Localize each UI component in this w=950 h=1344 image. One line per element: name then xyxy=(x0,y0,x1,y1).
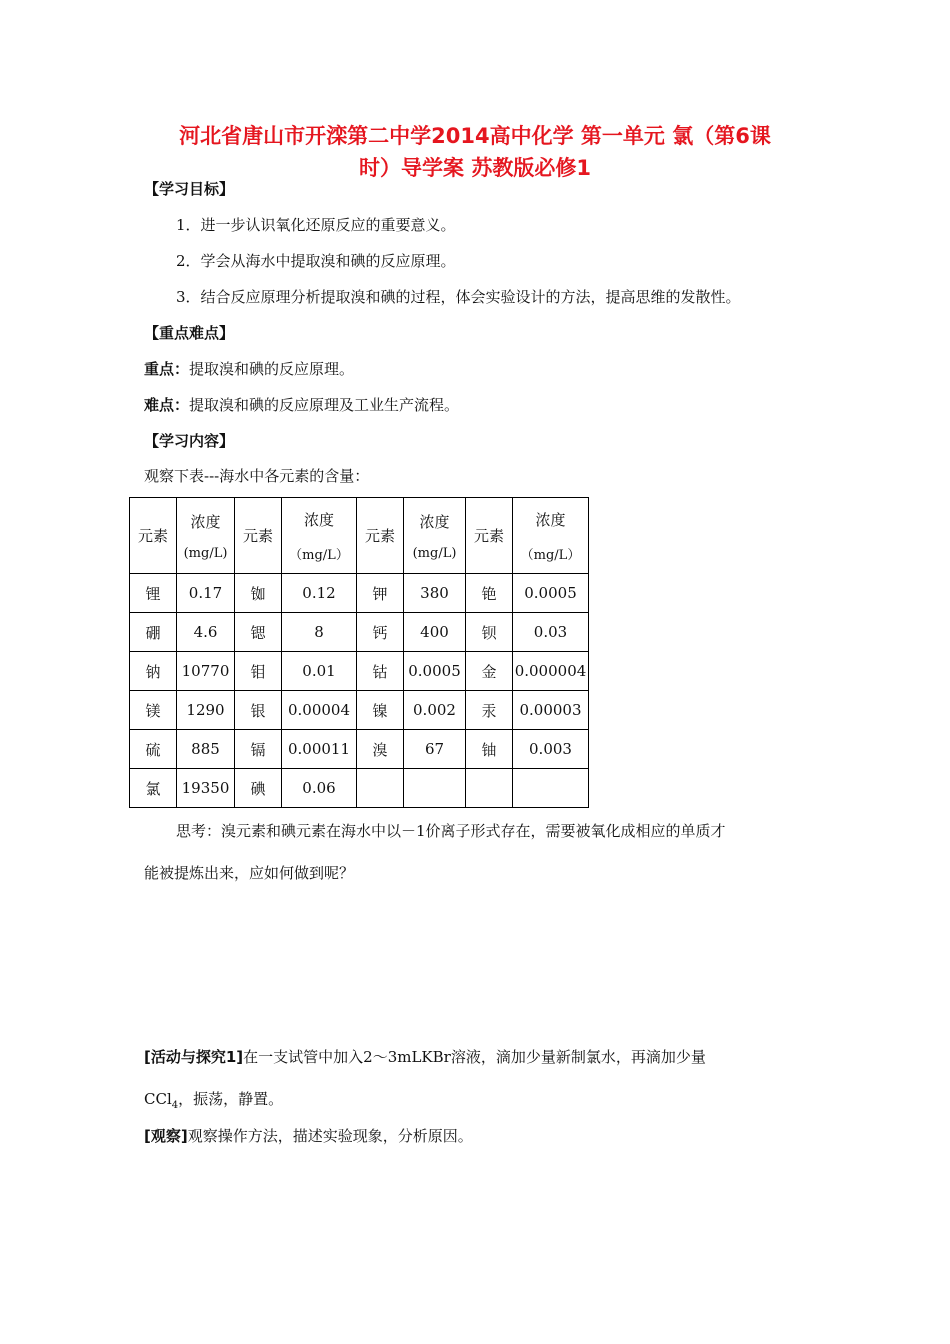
header-concentration xyxy=(513,498,589,574)
concentration-cell: 67 xyxy=(404,730,466,769)
goal-item-2: 2．学会从海水中提取溴和碘的反应原理。 xyxy=(176,252,456,270)
concentration-cell xyxy=(513,769,589,808)
concentration-cell: 0.003 xyxy=(513,730,589,769)
difficulty-text: 提取溴和碘的反应原理及工业生产流程。 xyxy=(189,396,460,414)
keypoints-heading: 【重点难点】 xyxy=(144,324,235,342)
difficulty-label: 难点： xyxy=(144,396,190,414)
element-cell: 锶 xyxy=(235,613,282,652)
header-concentration xyxy=(177,498,235,574)
element-cell: 钠 xyxy=(130,652,177,691)
concentration-cell: 0.01 xyxy=(282,652,357,691)
content-heading: 【学习内容】 xyxy=(144,432,235,450)
header-conc-label: 浓度 xyxy=(535,510,566,529)
element-cell: 钡 xyxy=(466,613,513,652)
concentration-cell: 885 xyxy=(177,730,235,769)
concentration-cell: 400 xyxy=(404,613,466,652)
key-point-text: 提取溴和碘的反应原理。 xyxy=(189,360,355,378)
concentration-cell: 0.12 xyxy=(282,574,357,613)
element-cell: 镍 xyxy=(357,691,404,730)
activity-line-2 xyxy=(144,1088,283,1111)
element-cell: 氯 xyxy=(130,769,177,808)
think-line-1: 思考：溴元素和碘元素在海水中以－1价离子形式存在，需要被氧化成相应的单质才 xyxy=(176,822,726,840)
table-row xyxy=(130,613,589,652)
table-header-row xyxy=(130,498,589,574)
header-element: 元素 xyxy=(130,498,177,574)
concentration-cell: 0.03 xyxy=(513,613,589,652)
header-element: 元素 xyxy=(235,498,282,574)
element-cell: 钾 xyxy=(357,574,404,613)
header-element: 元素 xyxy=(357,498,404,574)
concentration-cell: 4.6 xyxy=(177,613,235,652)
element-cell: 金 xyxy=(466,652,513,691)
concentration-cell: 19350 xyxy=(177,769,235,808)
concentration-cell: 0.002 xyxy=(404,691,466,730)
concentration-cell: 0.0005 xyxy=(513,574,589,613)
activity-line-1 xyxy=(144,1046,706,1067)
element-cell: 溴 xyxy=(357,730,404,769)
header-conc-unit: (mg/L) xyxy=(412,545,457,561)
element-cell: 汞 xyxy=(466,691,513,730)
header-conc-unit: (mg/L) xyxy=(183,545,228,561)
concentration-cell: 380 xyxy=(404,574,466,613)
goal-item-3: 3．结合反应原理分析提取溴和碘的过程，体会实验设计的方法，提高思维的发散性。 xyxy=(176,288,741,306)
element-cell: 锂 xyxy=(130,574,177,613)
element-cell: 铯 xyxy=(466,574,513,613)
element-cell: 银 xyxy=(235,691,282,730)
concentration-cell: 0.06 xyxy=(282,769,357,808)
element-cell: 钙 xyxy=(357,613,404,652)
title-line-2: 时）导学案 苏教版必修1 xyxy=(359,156,591,180)
table-row xyxy=(130,691,589,730)
header-conc-label: 浓度 xyxy=(303,510,334,529)
element-cell: 铀 xyxy=(466,730,513,769)
concentration-cell: 8 xyxy=(282,613,357,652)
concentration-cell: 10770 xyxy=(177,652,235,691)
think-line-2: 能被提炼出来，应如何做到呢？ xyxy=(144,864,355,882)
key-point-label: 重点： xyxy=(144,360,190,378)
concentration-cell: 0.00011 xyxy=(282,730,357,769)
header-conc-label: 浓度 xyxy=(419,512,450,531)
key-point-line xyxy=(144,358,354,379)
activity-text: 在一支试管中加入2～3mLKBr溶液，滴加少量新制氯水，再滴加少量 xyxy=(243,1048,706,1066)
header-conc-unit: （mg/L） xyxy=(520,547,581,563)
table-row xyxy=(130,769,589,808)
reagent-subscript: 4 xyxy=(171,1100,179,1111)
observe-text: 观察操作方法，描述实验现象，分析原因。 xyxy=(187,1127,473,1145)
table-row xyxy=(130,730,589,769)
title-line-1: 河北省唐山市开滦第二中学2014高中化学 第一单元 氯（第6课 xyxy=(179,124,771,148)
element-cell: 碘 xyxy=(235,769,282,808)
element-cell: 钴 xyxy=(357,652,404,691)
difficulty-line xyxy=(144,394,459,415)
goal-item-1: 1．进一步认识氧化还原反应的重要意义。 xyxy=(176,216,456,234)
table-row xyxy=(130,652,589,691)
concentration-cell: 0.0005 xyxy=(404,652,466,691)
element-cell xyxy=(466,769,513,808)
element-cell: 硫 xyxy=(130,730,177,769)
concentration-cell: 1290 xyxy=(177,691,235,730)
concentration-cell: 0.00004 xyxy=(282,691,357,730)
document-title xyxy=(0,120,950,184)
concentration-cell xyxy=(404,769,466,808)
observe-label: [观察] xyxy=(144,1127,188,1145)
table-row xyxy=(130,574,589,613)
header-concentration xyxy=(404,498,466,574)
element-cell: 镁 xyxy=(130,691,177,730)
activity-text-2: ，振荡，静置。 xyxy=(178,1090,284,1108)
concentration-cell: 0.17 xyxy=(177,574,235,613)
observe-line xyxy=(144,1125,473,1146)
seawater-element-table xyxy=(129,497,589,808)
header-element: 元素 xyxy=(466,498,513,574)
table-intro: 观察下表---海水中各元素的含量： xyxy=(144,467,370,485)
goals-heading: 【学习目标】 xyxy=(144,180,235,198)
element-cell: 镉 xyxy=(235,730,282,769)
element-cell: 铷 xyxy=(235,574,282,613)
concentration-cell: 0.000004 xyxy=(513,652,589,691)
element-cell: 钼 xyxy=(235,652,282,691)
concentration-cell: 0.00003 xyxy=(513,691,589,730)
activity-label: [活动与探究1] xyxy=(144,1048,244,1066)
header-concentration xyxy=(282,498,357,574)
element-cell xyxy=(357,769,404,808)
element-cell: 硼 xyxy=(130,613,177,652)
reagent-formula: CCl xyxy=(144,1090,172,1108)
header-conc-label: 浓度 xyxy=(190,512,221,531)
header-conc-unit: （mg/L） xyxy=(289,547,349,563)
